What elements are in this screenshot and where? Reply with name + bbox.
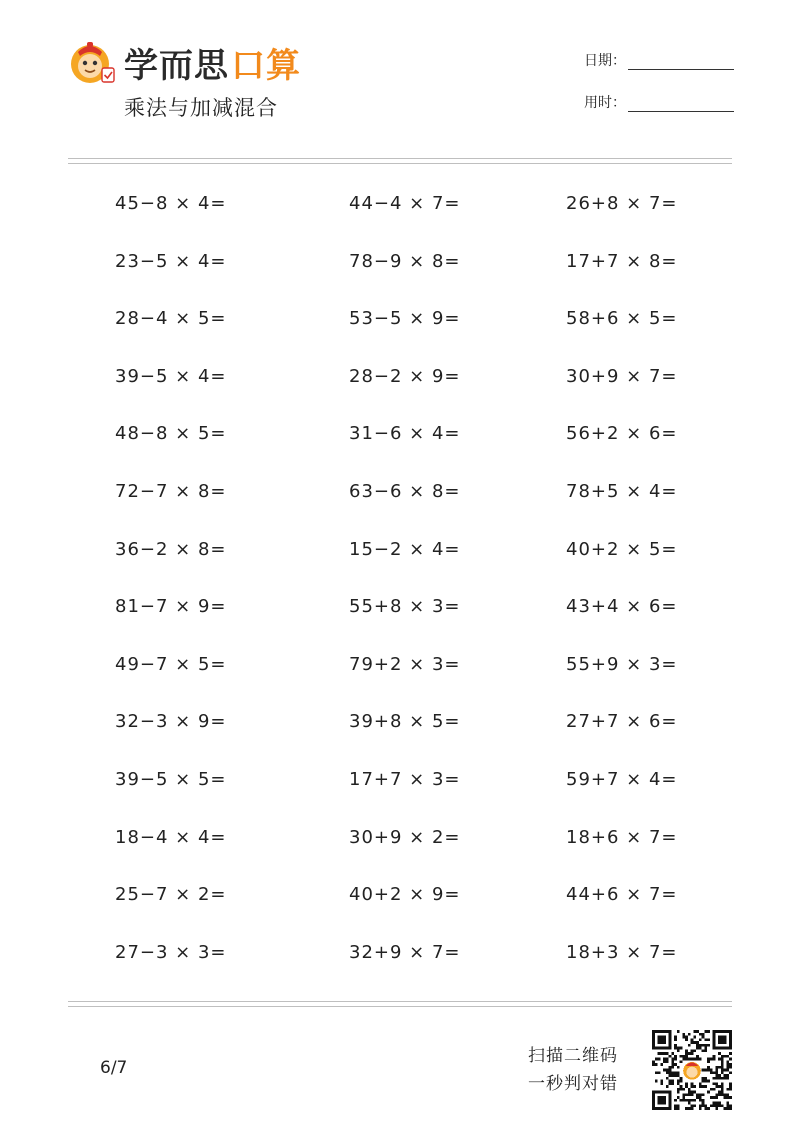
math-problem: 78+5 × 4=	[566, 481, 678, 502]
math-problem: 30+9 × 2=	[349, 826, 461, 848]
brand-accent: 口算	[231, 45, 301, 86]
math-problem: 39−5 × 5=	[115, 769, 227, 790]
time-blank-line	[628, 97, 734, 112]
math-problem: 18+3 × 7=	[566, 941, 678, 963]
math-problem: 49−7 × 5=	[115, 653, 227, 675]
math-problem: 53−5 × 9=	[349, 308, 461, 330]
scan-line-1: 扫描二维码	[528, 1046, 618, 1066]
math-problem: 17+7 × 3=	[349, 769, 461, 790]
worksheet-subtitle: 乘法与加减混合	[124, 96, 278, 120]
math-problem: 44+6 × 7=	[566, 884, 678, 906]
math-problem: 31−6 × 4=	[349, 423, 461, 445]
top-divider	[68, 158, 732, 164]
math-problem: 39−5 × 4=	[115, 365, 227, 387]
math-problem: 43+4 × 6=	[566, 596, 678, 618]
math-problem: 17+7 × 8=	[566, 250, 678, 272]
math-problem: 15−2 × 4=	[349, 538, 461, 560]
scan-instructions	[528, 1042, 618, 1098]
brand-logo-text	[124, 38, 301, 86]
math-problem: 78−9 × 8=	[349, 250, 461, 272]
math-problem: 32−3 × 9=	[115, 711, 227, 733]
brand-main: 学而思	[124, 45, 229, 86]
time-label: 用时：	[584, 95, 626, 111]
time-field	[584, 92, 734, 112]
math-problem: 63−6 × 8=	[349, 481, 461, 502]
math-problem: 59+7 × 4=	[566, 769, 678, 790]
problem-grid	[0, 176, 800, 986]
math-problem: 40+2 × 5=	[566, 538, 678, 560]
math-problem: 79+2 × 3=	[349, 653, 461, 675]
math-problem: 18−4 × 4=	[115, 826, 227, 848]
math-problem: 18+6 × 7=	[566, 826, 678, 848]
math-problem: 56+2 × 6=	[566, 423, 678, 445]
math-problem: 28−2 × 9=	[349, 365, 461, 387]
math-problem: 32+9 × 7=	[349, 941, 461, 963]
math-problem: 58+6 × 5=	[566, 308, 678, 330]
bottom-divider	[68, 1001, 732, 1007]
math-problem: 26+8 × 7=	[566, 193, 678, 214]
page-number: 6/7	[100, 1058, 128, 1078]
math-problem: 23−5 × 4=	[115, 250, 227, 272]
math-problem: 55+8 × 3=	[349, 596, 461, 618]
math-problem: 40+2 × 9=	[349, 884, 461, 906]
math-problem: 81−7 × 9=	[115, 596, 227, 618]
math-problem: 45−8 × 4=	[115, 193, 227, 214]
math-problem: 48−8 × 5=	[115, 423, 227, 445]
date-blank-line	[628, 55, 734, 70]
math-problem: 27−3 × 3=	[115, 941, 227, 963]
math-problem: 30+9 × 7=	[566, 365, 678, 387]
math-problem: 36−2 × 8=	[115, 538, 227, 560]
math-problem: 72−7 × 8=	[115, 481, 227, 502]
date-field	[584, 50, 734, 70]
math-problem: 44−4 × 7=	[349, 193, 461, 214]
monkey-mascot-icon	[68, 38, 120, 86]
math-problem: 39+8 × 5=	[349, 711, 461, 733]
qr-code-icon[interactable]	[652, 1030, 732, 1110]
math-problem: 27+7 × 6=	[566, 711, 678, 733]
math-problem: 55+9 × 3=	[566, 653, 678, 675]
math-problem: 25−7 × 2=	[115, 884, 227, 906]
math-problem: 28−4 × 5=	[115, 308, 227, 330]
date-label: 日期：	[584, 53, 626, 69]
scan-line-2: 一秒判对错	[528, 1074, 618, 1094]
